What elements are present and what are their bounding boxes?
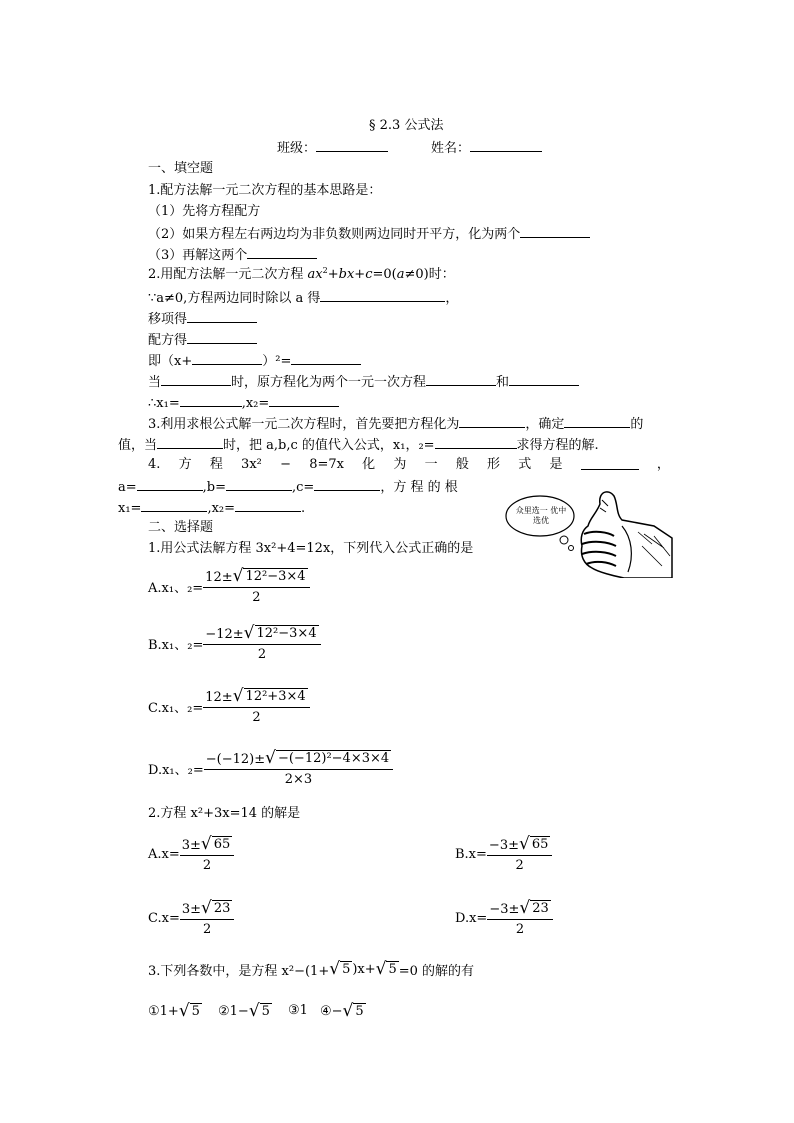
q2-roots-b: ,x₂= (241, 396, 270, 411)
q1-step3 (148, 246, 317, 264)
q3-line1 (148, 415, 643, 433)
q2-blank-eq2[interactable] (509, 373, 579, 386)
denominator: 2 (257, 647, 267, 662)
q3-text-a: 3.利用求根公式解一元二次方程时，首先要把方程化为 (148, 417, 460, 432)
q1-blank-a[interactable] (520, 225, 590, 238)
thumbs-up-icon (504, 486, 674, 578)
q4-eq-left: 3x² (241, 457, 262, 472)
s2-q1-option-d[interactable] (148, 750, 393, 787)
denominator: 2 (252, 590, 261, 605)
q1-step3-text: （3）再解这两个 (148, 248, 248, 263)
q2-blank-ie-a[interactable] (192, 352, 262, 365)
q4-w8: 式 (518, 457, 532, 472)
q4-w1: 方 (178, 457, 192, 472)
q3-text-e: 时，把 a,b,c 的值代入公式，x₁，₂= (223, 438, 435, 453)
radical: √ 23 (201, 898, 231, 918)
q4-w3: 化 (362, 457, 376, 472)
option-label: A.x= (148, 847, 180, 862)
q2-when-c: 和 (496, 375, 510, 390)
q3-stem-b: )x+ (352, 962, 376, 977)
q2-blank-eq1[interactable] (426, 373, 496, 386)
q3-text-f: 求得方程的解. (516, 438, 599, 453)
q2-blank-move[interactable] (187, 310, 257, 323)
option-text: ④− (320, 1004, 343, 1019)
q4-blank-c[interactable] (314, 478, 380, 491)
q3-text-c: 的 (630, 417, 644, 432)
radical: √ 5 (329, 959, 351, 979)
radicand: 5 (342, 962, 351, 977)
q4-x2: ,x₂= (207, 501, 236, 516)
q4-x1: x₁= (118, 501, 142, 516)
q2-ie-text2: ）²= (262, 354, 292, 369)
q2-blank-complete[interactable] (187, 331, 257, 344)
q4-blank-a[interactable] (137, 478, 203, 491)
option-label: B.x₁、₂= (148, 638, 204, 653)
q3-text-b: ，确定 (525, 417, 565, 432)
q4-b: ,b= (202, 480, 227, 495)
option-text: ③1 (288, 1003, 308, 1018)
page-title: § 2.3 公式法 (369, 118, 444, 133)
name-field (431, 139, 542, 157)
fraction (203, 688, 309, 725)
q2-ie-text: 即（x+ (148, 354, 193, 369)
s2-q3-option-2[interactable] (218, 1003, 272, 1020)
q2-ie (148, 352, 361, 370)
radicand: 5 (191, 1004, 200, 1019)
num-prefix: −12± (205, 627, 244, 642)
q2-when (148, 373, 579, 391)
q4-minus: − (280, 457, 291, 472)
s2-q3-option-1[interactable] (148, 1003, 202, 1020)
s2-q1-option-b[interactable] (148, 625, 321, 662)
radical: √ 12²−3×4 (232, 566, 306, 586)
q3-blank-when[interactable] (157, 436, 223, 449)
num-prefix: 3± (181, 838, 201, 853)
q4-w6: 般 (455, 457, 469, 472)
option-label: D.x= (455, 911, 488, 926)
radicand: 12²+3×4 (245, 689, 306, 704)
q4-roots-label: ，方 程 的 根 (380, 480, 458, 495)
option-label: D.x₁、₂= (148, 763, 204, 778)
q3-blank-form[interactable] (459, 415, 525, 428)
radical: √ 12²+3×4 (232, 686, 306, 706)
radical: √ 65 (200, 834, 231, 854)
q2-move-text: 移项得 (148, 312, 188, 327)
radical: √ 5 (342, 1001, 364, 1021)
q2-line1: ∵a≠0,方程两边同时除以 a 得 ， (148, 291, 459, 306)
q3-blank-formula[interactable] (435, 436, 517, 449)
q4-blank-general-form[interactable] (581, 457, 639, 470)
q4-line3 (118, 499, 305, 517)
denominator: 2 (202, 922, 212, 937)
thumbs-up-illustration (504, 486, 674, 578)
fraction (487, 836, 552, 873)
option-label: A.x₁、₂= (148, 581, 204, 596)
radicand: 65 (213, 837, 231, 852)
q2-roots (148, 394, 339, 412)
q4-c: ,c= (292, 480, 315, 495)
class-blank[interactable] (316, 139, 388, 152)
q3-stem-a: 3.下列各数中，是方程 x²−(1+ (148, 964, 330, 979)
class-label: 班级： (277, 141, 317, 156)
q2-stem (148, 267, 455, 283)
q4-blank-x1[interactable] (141, 499, 207, 512)
bubble-text: 众里选一 优中选优 (515, 506, 567, 525)
num-prefix: −3± (489, 902, 520, 917)
radicand: 12²−3×4 (256, 626, 317, 641)
q4-period: . (301, 501, 306, 516)
q1-stem: 1.配方法解一元二次方程的基本思路是： (148, 183, 382, 198)
q2-blank-ie-b[interactable] (291, 352, 361, 365)
radicand: 65 (531, 837, 549, 852)
q4-w5: 一 (424, 457, 438, 472)
radicand: 5 (388, 962, 397, 977)
name-blank[interactable] (470, 139, 542, 152)
option-text: ②1− (218, 1004, 249, 1019)
s2-q1-option-c[interactable] (148, 688, 310, 725)
option-label: B.x= (455, 847, 487, 862)
fraction (203, 625, 320, 662)
radicand: 5 (261, 1004, 270, 1019)
q2-stem-tail: 时： (428, 267, 455, 282)
q2-blank-when[interactable] (161, 373, 231, 386)
s2-q2-option-c[interactable] (148, 900, 234, 937)
q3-line2 (118, 436, 599, 454)
s2-q2-stem: 2.方程 x²+3x=14 的解是 (148, 806, 301, 821)
s2-q2-option-d[interactable] (455, 900, 553, 937)
option-label: C.x= (148, 911, 180, 926)
option-text: ①1+ (148, 1004, 179, 1019)
q4-w9: 是 (549, 457, 563, 472)
s2-q2-option-a[interactable] (148, 836, 234, 873)
section2-heading: 二、选择题 (148, 520, 214, 535)
s2-q3-option-4[interactable] (320, 1003, 366, 1020)
s2-q3-option-3[interactable] (288, 1003, 308, 1018)
fraction (204, 750, 393, 787)
denominator: 2×3 (284, 772, 313, 787)
name-label: 姓名： (431, 141, 471, 156)
q4-line1 (148, 457, 670, 473)
num-prefix: 12± (205, 690, 233, 705)
q4-num: 4. (148, 457, 161, 472)
q2-stem-text: 2.用配方法解一元二次方程 (148, 267, 308, 282)
q4-blank-x2[interactable] (235, 499, 301, 512)
denominator: 2 (252, 710, 261, 725)
radical: √ 23 (519, 898, 549, 918)
q4-comma: ， (656, 457, 670, 472)
q4-a: a= (118, 480, 137, 495)
q1-step2-text: （2）如果方程左右两边均为非负数则两边同时开平方，化为两个 (148, 227, 521, 242)
q2-blank-x2[interactable] (269, 394, 339, 407)
q4-blank-b[interactable] (226, 478, 292, 491)
q2-roots-a: ∴x₁= (148, 396, 180, 411)
q4-eq-right: 8=7x (309, 457, 344, 472)
s2-q1-stem: 1.用公式法解方程 3x²+4=12x，下列代入公式正确的是 (148, 541, 474, 556)
radical: √ 12²−3×4 (243, 623, 317, 643)
radicand: 12²−3×4 (245, 569, 306, 584)
q4-w4: 为 (393, 457, 407, 472)
fraction (203, 568, 309, 605)
radical: √ 5 (248, 1001, 270, 1021)
fraction (180, 900, 235, 937)
q2-line1-text: ∵a≠0,方程两边同时除以 a 得 (148, 291, 321, 306)
q2-move (148, 310, 257, 328)
q2-when-a: 当 (148, 375, 162, 390)
q4-w2: 程 (209, 457, 223, 472)
s2-q2-option-b[interactable] (455, 836, 552, 873)
q2-equation: $ax^2+bx+c=0(a\ne 0)$ (307, 266, 429, 282)
denominator: 2 (515, 922, 525, 937)
q3-stem-c: =0 的解的有 (398, 964, 475, 979)
q2-blank-x1[interactable] (180, 394, 242, 407)
radical: √ 5 (178, 1001, 200, 1021)
option-label: C.x₁、₂= (148, 701, 204, 716)
q3-text-d: 值，当 (118, 438, 158, 453)
q2-blank-divide[interactable] (320, 289, 445, 302)
denominator: 2 (202, 858, 212, 873)
radical: √ −(−12)²−4×3×4 (265, 748, 390, 768)
q1-step2 (148, 225, 590, 243)
radicand: 23 (213, 901, 231, 916)
q3-blank-determine[interactable] (564, 415, 630, 428)
radicand: −(−12)²−4×3×4 (277, 751, 390, 766)
q4-w7: 形 (487, 457, 501, 472)
fraction (180, 836, 235, 873)
q4-line2 (118, 478, 458, 496)
q2-when-b: 时，原方程化为两个一元一次方程 (231, 375, 427, 390)
class-field (277, 139, 388, 157)
radicand: 5 (355, 1004, 364, 1019)
radical: √ 5 (375, 959, 397, 979)
num-prefix: 12± (205, 570, 233, 585)
radical: √ 65 (518, 834, 549, 854)
num-prefix: −3± (488, 838, 519, 853)
q1-step1: （1）先将方程配方 (148, 204, 261, 219)
q1-blank-b[interactable] (247, 246, 317, 259)
q2-complete-text: 配方得 (148, 333, 188, 348)
fraction (487, 900, 552, 937)
s2-q1-option-a[interactable] (148, 568, 310, 605)
num-prefix: −(−12)± (205, 752, 266, 767)
num-prefix: 3± (181, 902, 202, 917)
radicand: 23 (532, 901, 549, 916)
denominator: 2 (515, 858, 524, 873)
s2-q3-stem (148, 960, 474, 979)
section1-heading: 一、填空题 (148, 161, 214, 176)
q2-complete (148, 331, 257, 349)
